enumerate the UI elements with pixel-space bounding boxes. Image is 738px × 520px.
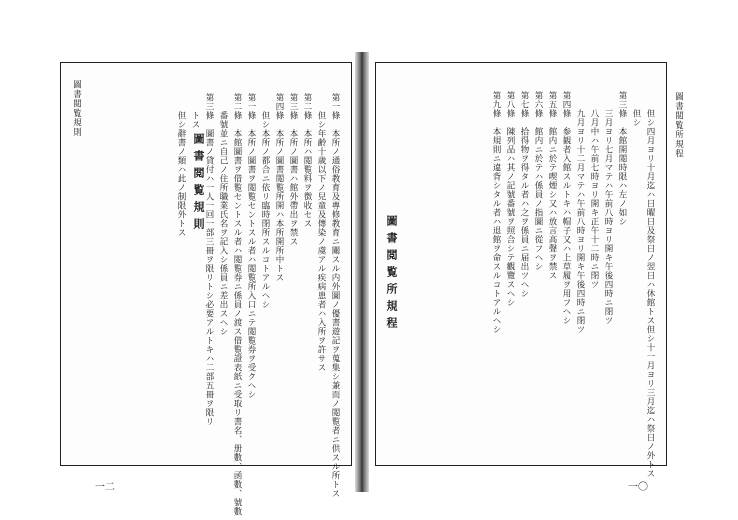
text-column: 第三條 本所ノ圖書ハ館外帶出ヲ禁ス xyxy=(288,93,298,246)
text-column: 第七條 拾得物ヲ得タル者ハ之ヲ係員ニ届出ツヘシ xyxy=(519,91,529,298)
text-column: 第四條 本所ノ圖書閲覧所開ハ本所開所中トス xyxy=(274,93,284,282)
left-heading: 圖書閲覧規則 xyxy=(192,133,205,235)
text-column: 第四條 参観者入館スルトキハ帽子又ハ上草履ヲ用フヘシ xyxy=(561,91,571,325)
text-column: 九月ヨリ十二月マテハ午前八時ヨリ開キ午後四時ニ閉ツ xyxy=(575,91,585,334)
text-column: 第一條 本所ノ通俗教育及專修教育ニ關スル内外圖ノ優書遊記ヲ蒐集シ兼而ノ閲覧者ニ供スル所トス xyxy=(330,93,340,498)
text-column: 但シ年齢十歳以下ノ兒童及傳染ノ虞アル疾病患者ハ入所ヲ許サス xyxy=(316,93,326,372)
text-column: 番號並ニ自己ノ住所職業氏名ヲ記入シ係員ニ差出スヘシ xyxy=(218,93,228,336)
left-page-number: 一二 xyxy=(95,482,115,493)
text-column: 第二條 本館圖書ヲ借覧セントスル者ハ閲覧券ニ係員ノ渡ス借覧證表紙ニ受取リ書名、册數、函數、號數 xyxy=(232,93,242,516)
text-column: トス xyxy=(190,93,200,129)
text-column: 第三條 圖書ノ貸付ハ一人一回一部三冊ヲ限リトシ必要アルトキハ二部五冊ヲ限リ xyxy=(204,93,214,426)
right-page-number: 一〇 xyxy=(628,482,648,493)
text-column: 八月中ハ午前七時ヨリ開キ正午十二時ニ閉ツ xyxy=(589,91,599,289)
text-column: 第三條 本館開閲時限ハ左ノ如シ xyxy=(617,91,627,226)
text-column: 第六條 館内ニ於テハ係員ノ指圖ニ從フヘシ xyxy=(533,91,543,271)
text-column: 三月ヨリ七月マテハ午前八時ヨリ開キ午後四時ニ閉ツ xyxy=(603,91,613,325)
left-running-title: 圖書閲覧規則 xyxy=(71,80,82,137)
text-column: 第五條 館内ニ於テ喫煙シ又ハ放言高聲ヲ禁ス xyxy=(547,91,557,280)
text-column: 但シ xyxy=(631,91,641,127)
text-column: 但シ本所ノ都合ニ依リ臨時閉所スルコトアルヘシ xyxy=(260,93,270,309)
text-column: 但シ四月ヨリ十月迄ハ日曜日及祭日ノ翌日ハ休館トス但シ十一月ヨリ三月迄ハ祭日ノ外トス xyxy=(645,91,655,478)
text-column: 第一條 本所ノ圖書ヲ閲覧セントスル者ハ閲覧所入口ニテ閲覧券ヲ受クヘシ xyxy=(246,93,256,399)
text-column: 第二條 本所ハ閲覧料ヲ徴收セス xyxy=(302,93,312,228)
text-column: 第九條 本規則ニ違背シタル者ハ退館ヲ命スルコトアルヘシ xyxy=(491,91,501,334)
right-page xyxy=(375,62,667,478)
right-running-title: 圖書閲覧所規程 xyxy=(673,92,684,159)
book-gutter xyxy=(355,52,369,492)
text-column: 但シ辭書ノ類ハ此ノ制限外トス xyxy=(176,93,186,237)
right-heading: 圖書閲覧所規程 xyxy=(385,215,398,334)
text-column: 第八條 陳列品ハ其ノ記號番號ヲ照合シテ觀覽スヘシ xyxy=(505,91,515,307)
